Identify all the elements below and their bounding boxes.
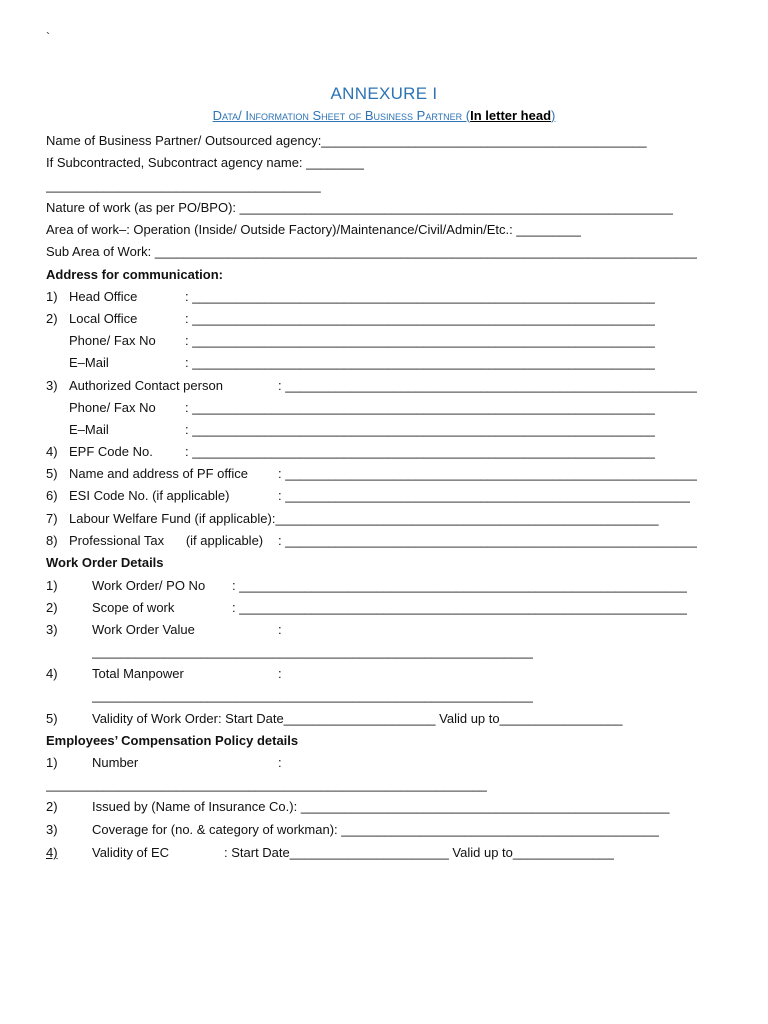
row-label: Total Manpower: [92, 666, 184, 681]
row-label: Phone/ Fax No: [69, 333, 156, 348]
row-label: Professional Tax (if applicable): [69, 533, 264, 548]
work-order-validity-row: [46, 711, 623, 726]
stray-mark: `: [46, 30, 50, 44]
partner-name-line: Name of Business Partner/ Outsourced agency:_____________________________________________: [46, 133, 647, 148]
row-number: 3): [46, 622, 58, 637]
epf-code-row: [46, 444, 655, 459]
row-number: 4): [46, 666, 58, 681]
row-blank: : ________________________________________________________________: [185, 444, 655, 459]
sub-area-line: Sub Area of Work: ___________________________________________________________________________: [46, 244, 698, 259]
total-manpower-blank: _____________________________________________________________: [92, 688, 534, 703]
row-label: Work Order/ PO No: [92, 578, 206, 593]
row-number: 2): [46, 799, 58, 814]
labour-welfare-row: [46, 511, 659, 526]
row-colon: :: [278, 622, 282, 637]
row-colon: :: [278, 666, 282, 681]
area-of-work-line: Area of work–: Operation (Inside/ Outside Factory)/Maintenance/Civil/Admin/Etc.: _________: [46, 222, 582, 237]
row-label: Scope of work: [92, 600, 175, 615]
esi-code-row: [46, 488, 690, 503]
email-row-1: [46, 355, 655, 370]
ec-number-blank: _____________________________________________________________: [46, 777, 488, 792]
row-label: Head Office: [69, 289, 138, 304]
row-number: 8): [46, 533, 58, 548]
subtitle-close: ): [551, 108, 556, 123]
total-manpower-row: [46, 666, 282, 681]
row-label: Labour Welfare Fund (if applicable):: [69, 511, 276, 526]
subtitle-main: Data/ Information Sheet of Business Partner (: [212, 108, 471, 123]
row-text: Validity of Work Order: Start Date_____________________ Valid up to_________________: [92, 711, 623, 726]
row-number: 5): [46, 711, 58, 726]
professional-tax-row: [46, 533, 697, 548]
row-blank: : ________________________________________________________________: [185, 355, 655, 370]
row-text: Issued by (Name of Insurance Co.): ___________________________________________________: [92, 799, 670, 814]
work-order-no-row: [46, 578, 687, 593]
row-blank: : ______________________________________________________________: [232, 600, 688, 615]
row-number: 7): [46, 511, 58, 526]
sheet-subtitle: [0, 108, 768, 123]
contact-person-row: [46, 378, 697, 393]
row-blank: : _________________________________________________________: [278, 533, 698, 548]
row-number: 3): [46, 378, 58, 393]
row-blank: : ________________________________________________________________: [185, 422, 655, 437]
row-blank: : ________________________________________________________________: [185, 289, 655, 304]
email-row-2: [46, 422, 655, 437]
subtitle-letterhead: In letter head: [470, 108, 552, 123]
local-office-row: [46, 311, 655, 326]
row-blank: : ________________________________________________________: [278, 488, 691, 503]
subcontract-line-continued: ______________________________________: [46, 178, 321, 193]
work-order-value-row: [46, 622, 282, 637]
row-number: 2): [46, 311, 58, 326]
work-order-value-blank: _____________________________________________________________: [92, 644, 534, 659]
subcontract-line: If Subcontracted, Subcontract agency name: ________: [46, 155, 364, 170]
row-number: 2): [46, 600, 58, 615]
row-blank: : _________________________________________________________: [278, 466, 698, 481]
row-number: 1): [46, 755, 58, 770]
row-text: : Start Date______________________ Valid up to______________: [224, 845, 615, 860]
row-label: Authorized Contact person: [69, 378, 223, 393]
row-blank: : ______________________________________________________________: [232, 578, 688, 593]
address-heading: Address for communication:: [46, 267, 223, 282]
row-blank: _____________________________________________________: [275, 511, 659, 526]
row-number: 5): [46, 466, 58, 481]
row-label: Work Order Value: [92, 622, 195, 637]
row-blank: : ________________________________________________________________: [185, 311, 655, 326]
ec-validity-row: [46, 845, 614, 860]
row-label: Phone/ Fax No: [69, 400, 156, 415]
row-label: Local Office: [69, 311, 138, 326]
head-office-row: [46, 289, 655, 304]
row-number: 6): [46, 488, 58, 503]
row-blank: : ________________________________________________________________: [185, 333, 655, 348]
ec-policy-heading: Employees’ Compensation Policy details: [46, 733, 299, 748]
scope-of-work-row: [46, 600, 687, 615]
phone-fax-row-2: [46, 400, 655, 415]
phone-fax-row-1: [46, 333, 655, 348]
row-number: 1): [46, 578, 58, 593]
row-label: Validity of EC: [92, 845, 170, 860]
row-label: E–Mail: [69, 422, 109, 437]
pf-office-row: [46, 466, 697, 481]
row-number: 4): [46, 845, 58, 860]
row-colon: :: [278, 755, 282, 770]
row-label: Number: [92, 755, 139, 770]
row-number: 1): [46, 289, 58, 304]
row-label: E–Mail: [69, 355, 109, 370]
nature-of-work-line: Nature of work (as per PO/BPO): ____________________________________________________________: [46, 200, 674, 215]
annexure-title: ANNEXURE I: [330, 84, 438, 103]
row-blank: : _________________________________________________________: [278, 378, 698, 393]
row-number: 4): [46, 444, 58, 459]
row-label: Name and address of PF office: [69, 466, 248, 481]
row-text: Coverage for (no. & category of workman): ____________________________________________: [92, 822, 660, 837]
row-label: ESI Code No. (if applicable): [69, 488, 230, 503]
ec-coverage-row: [46, 822, 659, 837]
ec-issued-by-row: [46, 799, 670, 814]
row-number: 3): [46, 822, 58, 837]
row-blank: : ________________________________________________________________: [185, 400, 655, 415]
work-order-heading: Work Order Details: [46, 555, 164, 570]
ec-number-row: [46, 755, 282, 770]
row-label: EPF Code No.: [69, 444, 153, 459]
